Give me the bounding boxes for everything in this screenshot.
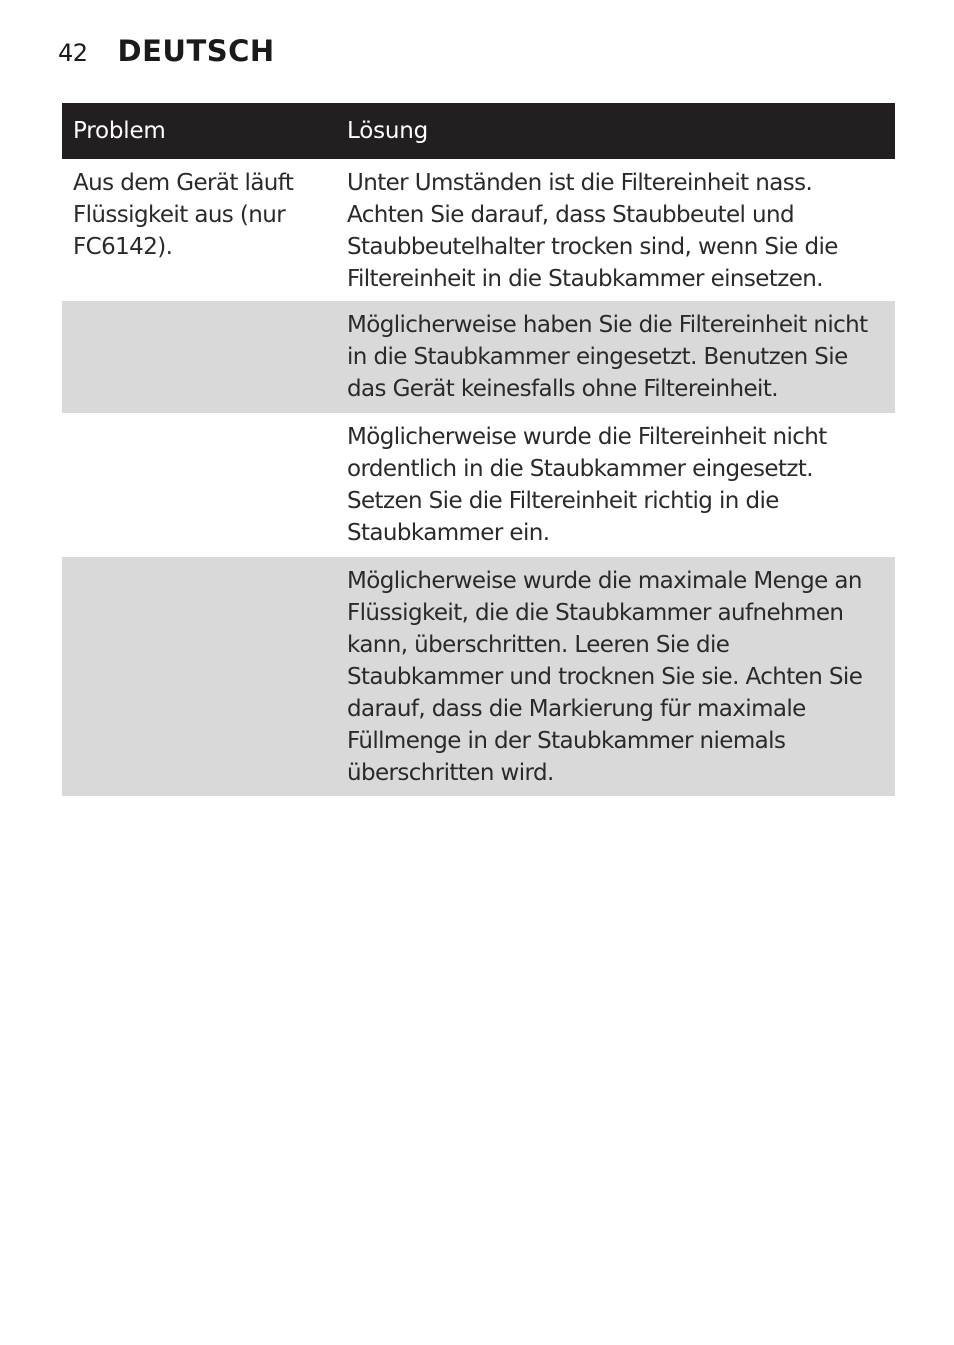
problem-line: Flüssigkeit aus (nur — [73, 202, 286, 228]
table-row — [62, 413, 895, 557]
page-number: 42 — [58, 39, 88, 67]
table-row — [62, 301, 895, 413]
problem-cell — [62, 565, 336, 788]
solution-text — [347, 167, 887, 295]
solution-text — [347, 565, 887, 789]
solution-line: Setzen Sie die Filtereinheit richtig in die — [347, 488, 779, 514]
problem-cell — [62, 421, 336, 549]
problem-cell — [62, 309, 336, 405]
table-row — [62, 159, 895, 301]
solution-line: kann, überschritten. Leeren Sie die — [347, 632, 730, 658]
solution-line: darauf, dass die Markierung für maximale — [347, 696, 806, 722]
table-row — [62, 557, 895, 796]
solution-cell — [336, 421, 895, 549]
page-header — [58, 34, 275, 74]
column-header-problem-label: Problem — [73, 118, 166, 144]
solution-line: Filtereinheit in die Staubkammer einsetzen. — [347, 266, 823, 292]
solution-line: Füllmenge in der Staubkammer niemals — [347, 728, 786, 754]
section-title: DEUTSCH — [117, 34, 275, 68]
solution-line: in die Staubkammer eingesetzt. Benutzen Sie — [347, 344, 848, 370]
solution-cell — [336, 309, 895, 405]
solution-line: überschritten wird. — [347, 760, 554, 786]
solution-line: das Gerät keinesfalls ohne Filtereinheit. — [347, 376, 778, 402]
solution-cell — [336, 167, 895, 293]
solution-text — [347, 309, 887, 405]
table-header-row — [62, 103, 895, 159]
solution-text — [347, 421, 887, 549]
solution-line: ordentlich in die Staubkammer eingesetzt. — [347, 456, 813, 482]
solution-line: Staubkammer ein. — [347, 520, 550, 546]
solution-line: Möglicherweise wurde die Filtereinheit nicht — [347, 424, 827, 450]
column-header-solution-label: Lösung — [347, 118, 429, 144]
column-header-solution — [336, 118, 895, 144]
problem-text — [73, 167, 326, 263]
solution-line: Unter Umständen ist die Filtereinheit nass. — [347, 170, 813, 196]
troubleshooting-table — [62, 103, 895, 796]
column-header-problem — [62, 118, 336, 144]
problem-cell — [62, 167, 336, 293]
solution-line: Staubbeutelhalter trocken sind, wenn Sie die — [347, 234, 838, 260]
solution-cell — [336, 565, 895, 788]
solution-line: Achten Sie darauf, dass Staubbeutel und — [347, 202, 795, 228]
problem-line: Aus dem Gerät läuft — [73, 170, 294, 196]
problem-line: FC6142). — [73, 234, 173, 260]
solution-line: Möglicherweise wurde die maximale Menge an — [347, 568, 862, 594]
solution-line: Staubkammer und trocknen Sie sie. Achten Sie — [347, 664, 863, 690]
solution-line: Möglicherweise haben Sie die Filtereinheit nicht — [347, 312, 868, 338]
solution-line: Flüssigkeit, die die Staubkammer aufnehmen — [347, 600, 844, 626]
